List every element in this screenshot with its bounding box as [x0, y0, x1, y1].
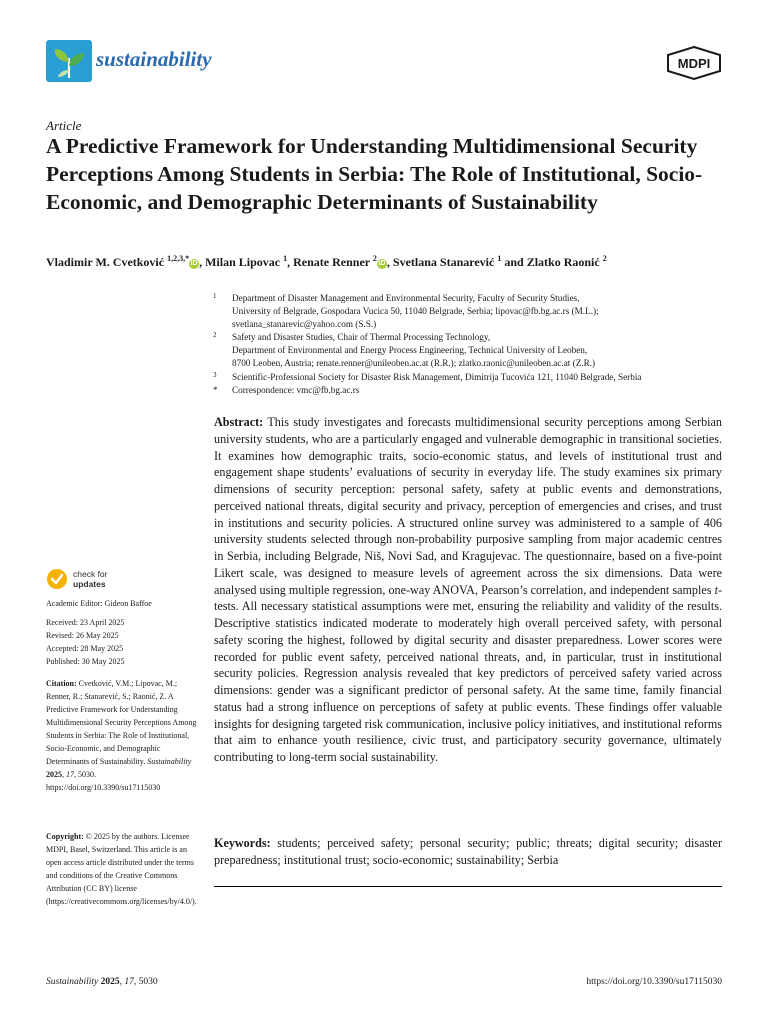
journal-logo-icon: [46, 40, 92, 82]
abstract: Abstract: This study investigates and forecasts multidimensional security perceptions among Serbian university students, who are a particularly engaged and vulnerable demographic in transitional societies. It examines how demographic traits, socio-economic status, and levels of institutional trust and engagement shape students’ evaluations of security in everyday life. The study examines six primary dimensions of security perception: personal safety, safety at public events and demonstrations, perceived national threats, digital security and privacy, perception of emergencies and crises, and trust in institutions and security policies. A structured online survey was administered to a sample of 406 university students selected through non-probability purposive sampling from major academic centres in Serbia, including Belgrade, Niš, Novi Sad, and Kragujevac. The questionnaire, based on a five-point Likert scale, was designed to measure levels of agreement across the six dimensions. Data were analysed using multiple regression, one-way ANOVA, Pearson’s correlation, and independent samples t-tests. All necessary statistical assumptions were met, ensuring the reliability and validity of the results. Descriptive statistics indicated moderate to moderately high overall perceived safety, with personal safety scoring the highest, followed by digital security and disaster preparedness. Lower scores were recorded for public event safety, perceived national threats, and, in particular, trust in institutional security policies. Regression analysis revealed that key predictors of perceived safety varied across dimensions: gender was a significant predictor of personal safety. At the same time, family financial status had a strong influence on perceptions of safety at public events. These findings offer valuable insights for designing targeted risk communication, inclusive policy initiatives, and institutional reforms that aim to enhance youth resilience, civic trust, and participatory security governance, ultimately contributing to long-term social sustainability.: [214, 415, 722, 764]
copyright-block: [46, 830, 198, 908]
keywords: [214, 835, 722, 869]
affiliation-1: 1 Department of Disaster Management and Environmental Security, Faculty of Security Studies, University of Belgrade, Gospodara Vucica 50, 11040 Belgrade, Serbia; lipovac@fb.bg.ac.rs (M.L.); svetlana_stanarevic@yahoo.com (S.S.): [213, 292, 599, 330]
author-2[interactable]: [205, 255, 287, 269]
keywords-list: students; perceived safety; personal security; public; threats; digital security; disaster preparedness; institutional trust; socio-economic; sustainability; Serbia: [214, 836, 722, 867]
affiliations: [213, 292, 733, 397]
affiliation-2: 2 Safety and Disaster Studies, Chair of Thermal Processing Technology, Department of Environmental and Energy Process Engineering, Technical University of Leoben, 8700 Leoben, Austria; renate.renner@unileoben.ac.at (R.R.); zlatko.raonic@unileoben.ac.at (Z.R.): [213, 331, 596, 369]
author-5[interactable]: [527, 255, 607, 269]
date-received: Received: 23 April 2025: [46, 618, 125, 627]
author-1[interactable]: [46, 255, 189, 269]
orcid-icon[interactable]: iD: [190, 260, 198, 267]
check-updates-line2: updates: [73, 579, 106, 589]
author-affiliation-marker: 2: [372, 254, 377, 263]
copyright-text: © 2025 by the authors. Licensee MDPI, Basel, Switzerland. This article is an open access article distributed under the terms and conditions of the Creative Commons Attribution (CC BY) license (https://creativecommons.org/licenses/by/4.0/).: [46, 832, 197, 906]
citation-block: Citation: Cvetković, V.M.; Lipovac, M.; Renner, R.; Stanarević, S.; Raonić, Z. A Predictive Framework for Understanding Multidimensional Security Perceptions Among Students in Serbia: The Role of Institutional, Socio-Economic, and Demographic Determinants of Sustainability. Sustainability 2025, 17, 5030. https://doi.org/10.3390/su17115030: [46, 679, 197, 792]
affiliation-number: 3: [213, 370, 217, 379]
affiliation-number: 2: [213, 331, 217, 340]
mdpi-logo[interactable]: [666, 46, 722, 85]
abstract-label: Abstract:: [214, 415, 264, 429]
author-affiliation-marker: 1: [497, 254, 502, 263]
academic-editor: Academic Editor: Gideon Baffoe: [46, 599, 152, 608]
footer-doi-link[interactable]: https://doi.org/10.3390/su17115030: [586, 977, 722, 987]
check-updates-line1: check for: [73, 569, 108, 579]
author-3[interactable]: [293, 255, 377, 269]
journal-name[interactable]: sustainability: [96, 47, 212, 71]
affiliation-number: 1: [213, 292, 217, 300]
check-for-updates-button[interactable]: [46, 568, 108, 590]
date-published: Published: 30 May 2025: [46, 657, 125, 666]
author-name: Renate Renner: [293, 255, 370, 269]
keywords-label: Keywords:: [214, 836, 271, 850]
author-name: Milan Lipovac: [205, 255, 281, 269]
footer-citation: Sustainability 2025, 17, 5030: [46, 977, 158, 987]
author-name: Vladimir M. Cvetković: [46, 255, 165, 269]
date-revised: Revised: 26 May 2025: [46, 631, 119, 640]
copyright-label: Copyright:: [46, 832, 84, 841]
citation-label: Citation:: [46, 679, 77, 688]
author-name: Svetlana Stanarević: [392, 255, 495, 269]
author-affiliation-marker: 1,2,3,*: [167, 254, 190, 263]
orcid-icon[interactable]: iD: [378, 260, 386, 267]
publication-dates: [46, 616, 198, 668]
article-title: A Predictive Framework for Understanding Multidimensional Security Perceptions Among Students in Serbia: The Role of Institutional, Socio-Economic, and Demographic Determinants of Sustainability: [46, 134, 703, 214]
author-4[interactable]: [393, 255, 501, 269]
citation-doi-link[interactable]: , 5030. https://doi.org/10.3390/su17115030: [46, 770, 161, 792]
author-affiliation-marker: 1: [283, 254, 288, 263]
date-accepted: Accepted: 28 May 2025: [46, 644, 124, 653]
author-name: Zlatko Raonić: [526, 255, 600, 269]
article-type: Article: [46, 118, 82, 133]
check-updates-icon: [46, 568, 68, 590]
mdpi-logo-text: MDPI: [677, 56, 711, 71]
correspondence: * Correspondence: vmc@fb.bg.ac.rs: [213, 384, 733, 397]
section-divider: [214, 886, 722, 887]
affiliation-3: 3 Scientific-Professional Society for Disaster Risk Management, Dimitrija Tucovića 121, 11040 Belgrade, Serbia: [213, 370, 642, 382]
author-affiliation-marker: 2: [602, 254, 607, 263]
correspondence-marker: *: [213, 384, 218, 395]
author-list: Vladimir M. Cvetković $^{1,2,3,*}$iD , Milan Lipovac $^1$, Renate Renner $^2$iD , Svetlana Stanarević $^1$ and Zlatko Raonić $^2$: [46, 254, 607, 269]
